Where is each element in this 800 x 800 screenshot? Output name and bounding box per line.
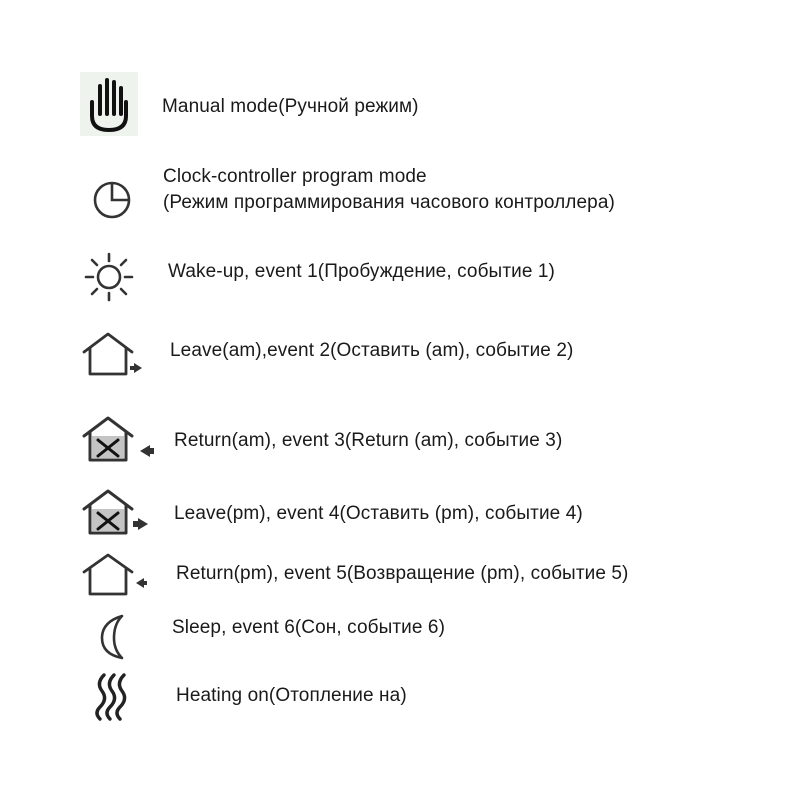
legend-label: Return(am), event 3(Return (am), событие 3) [174,430,563,451]
house-return-icon [80,552,152,600]
legend-label: Sleep, event 6(Сон, событие 6) [172,617,446,638]
sun-icon [84,252,134,302]
heating-icon [92,673,132,721]
clock-icon [92,180,132,220]
moon-icon [96,612,130,660]
legend-label: Heating on(Отопление на) [176,685,407,706]
legend-label: Leave(am),event 2(Оставить (am), событие 2) [170,340,574,361]
legend-label-line-2: (Режим программирования часового контроллера) [163,192,615,213]
house-leave-icon [80,330,152,378]
legend-label: Return(pm), event 5(Возвращение (pm), событие 5) [176,563,629,584]
legend-label: Manual mode(Ручной режим) [162,96,419,117]
legend-label-line-1: Clock-controller program mode [163,166,427,187]
legend-label [163,164,615,216]
legend-label: Wake-up, event 1(Пробуждение, событие 1) [168,261,555,282]
hand-icon [80,72,138,136]
house-occupied-return-icon [80,414,156,466]
house-occupied-leave-icon [80,487,156,539]
legend-label: Leave(pm), event 4(Оставить (pm), событие 4) [174,503,583,524]
